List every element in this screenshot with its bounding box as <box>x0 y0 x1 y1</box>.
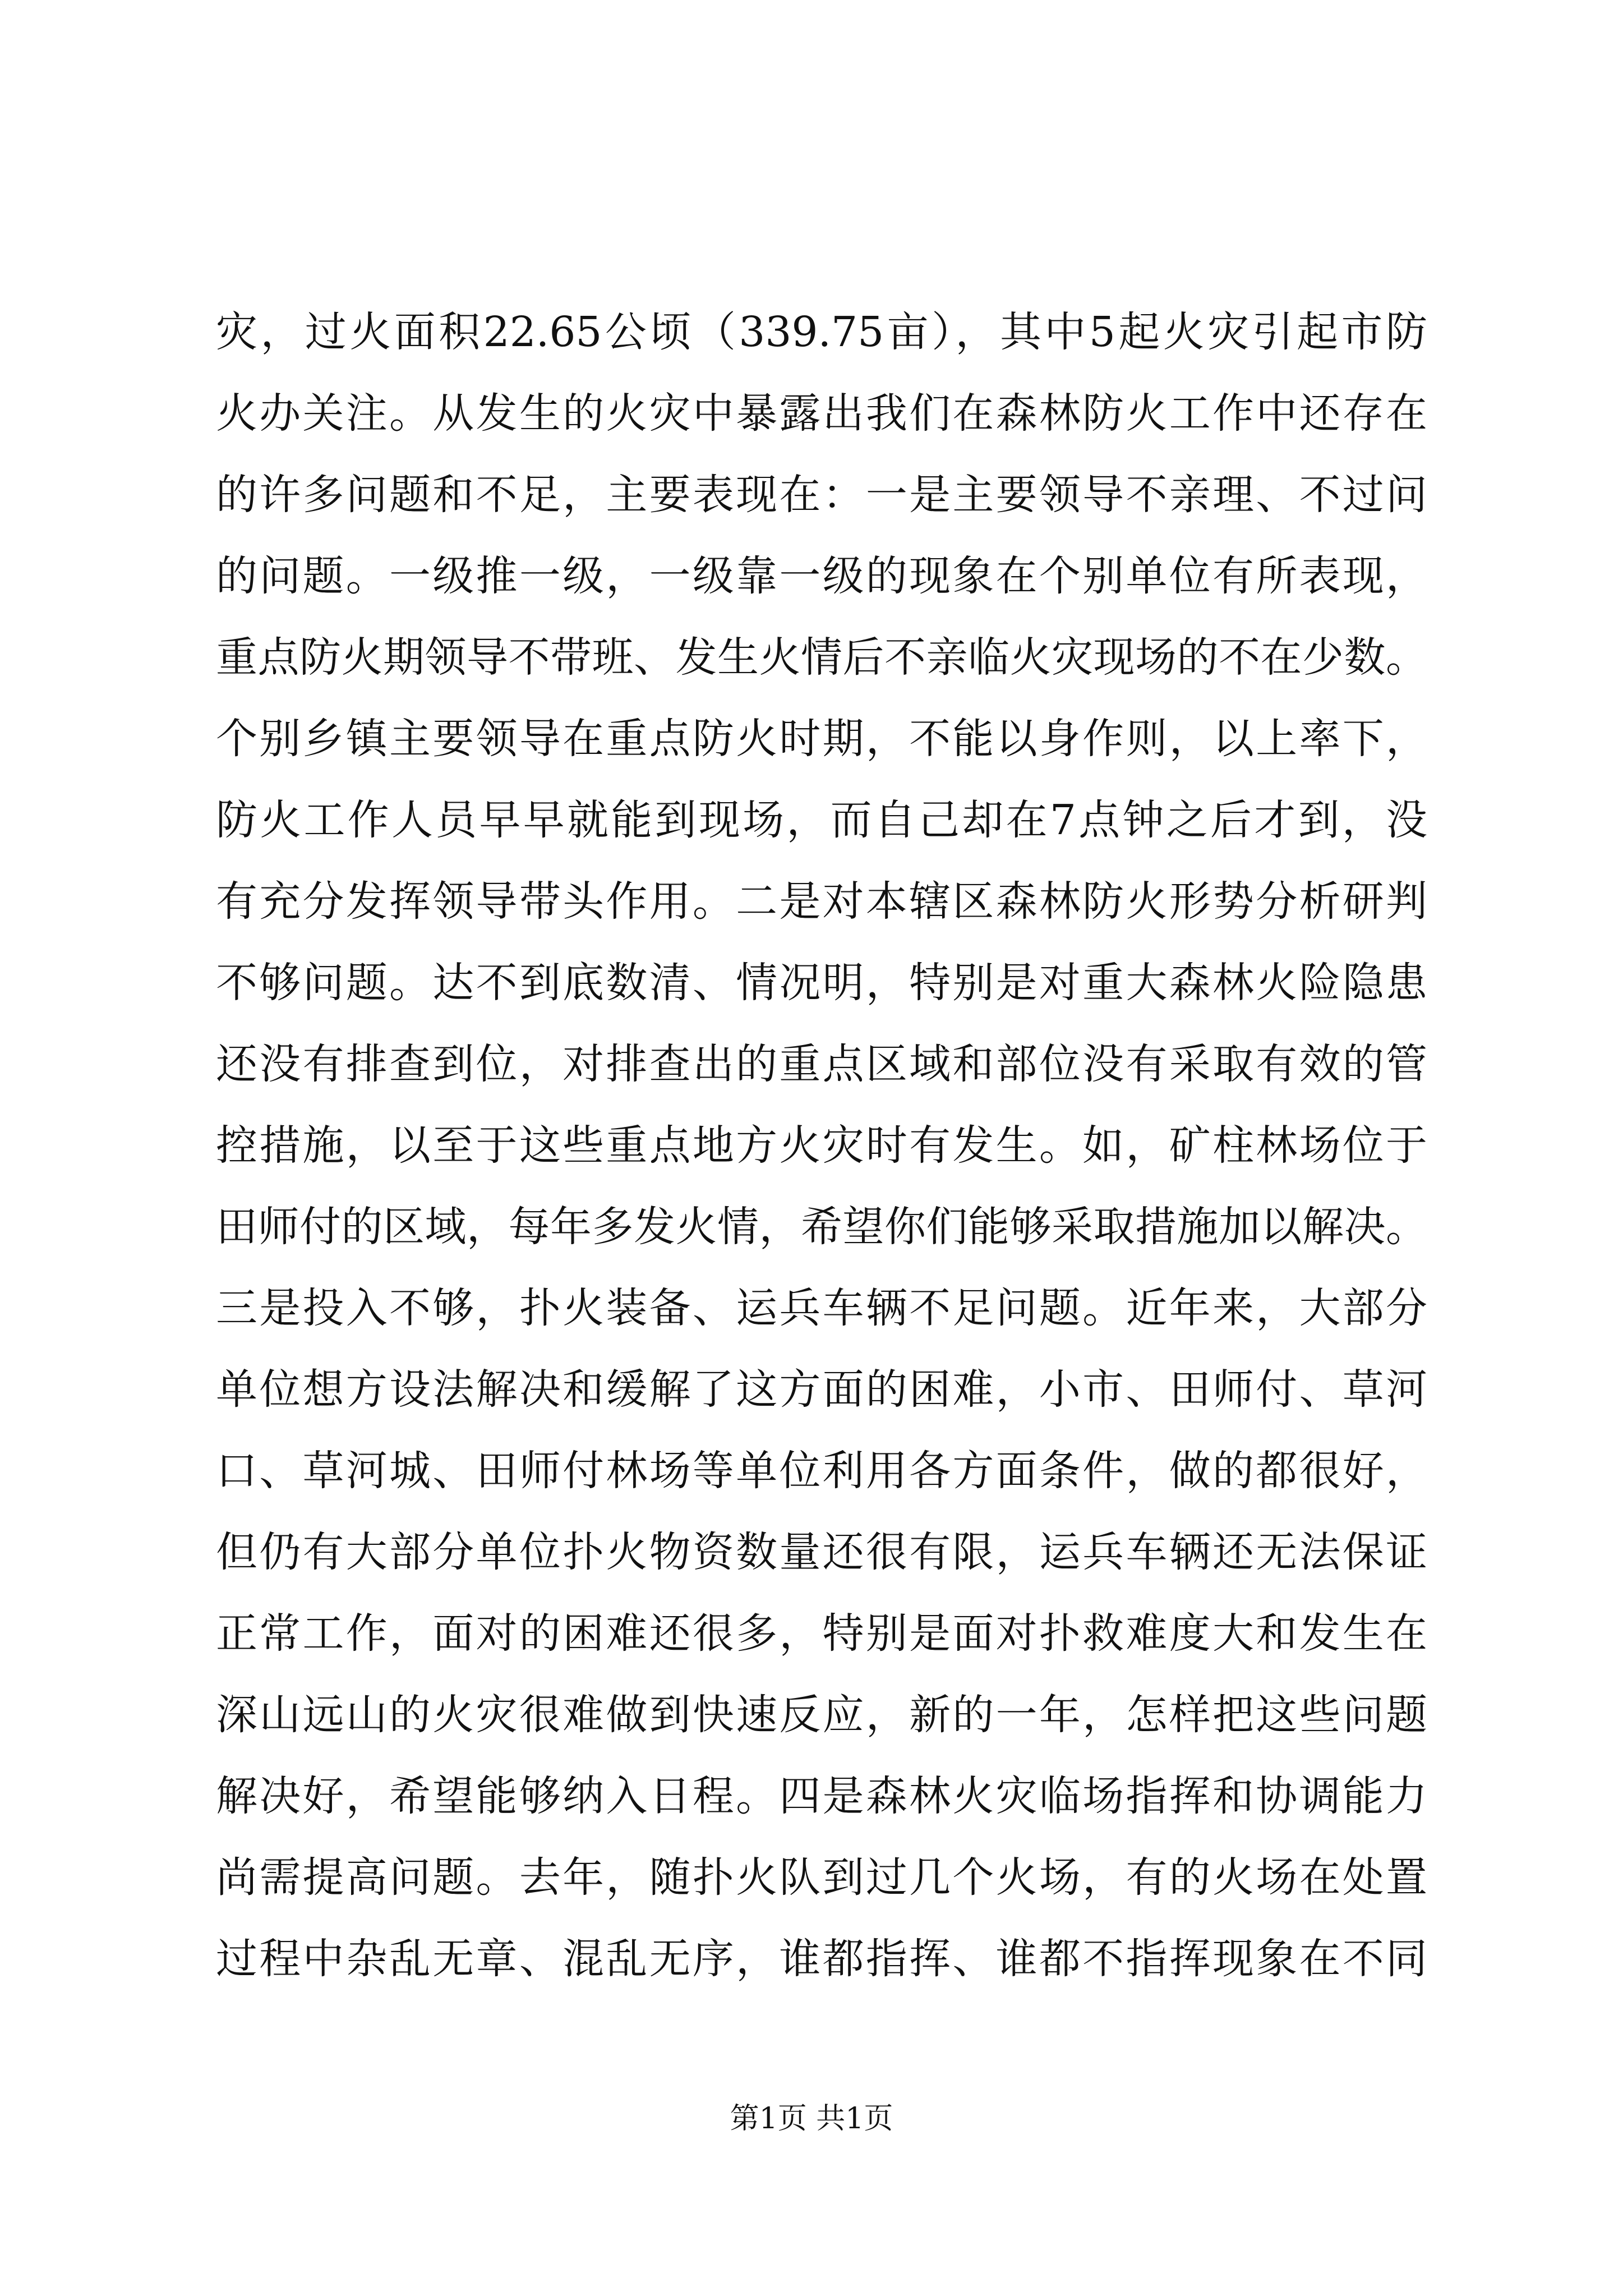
text-line: 过程中杂乱无章、混乱无序，谁都指挥、谁都不指挥现象在不同 <box>216 1935 1427 1983</box>
text-line: 解决好，希望能够纳入日程。四是森林火灾临场指挥和协调能力 <box>216 1772 1427 1820</box>
text-line: 灾，过火面积22.65公顷（339.75亩），其中5起火灾引起市防 <box>216 308 1427 356</box>
text-line: 但仍有大部分单位扑火物资数量还很有限，运兵车辆还无法保证 <box>216 1528 1427 1576</box>
text-line: 有充分发挥领导带头作用。二是对本辖区森林防火形势分析研判 <box>216 877 1427 926</box>
text-line: 的问题。一级推一级，一级靠一级的现象在个别单位有所表现， <box>216 552 1427 600</box>
text-line: 田师付的区域，每年多发火情，希望你们能够采取措施加以解决。 <box>216 1203 1427 1251</box>
text-line: 深山远山的火灾很难做到快速反应，新的一年，怎样把这些问题 <box>216 1691 1427 1739</box>
text-line: 三是投入不够，扑火装备、运兵车辆不足问题。近年来，大部分 <box>216 1284 1427 1332</box>
text-line: 口、草河城、田师付林场等单位利用各方面条件，做的都很好， <box>216 1447 1427 1495</box>
text-line: 不够问题。达不到底数清、情况明，特别是对重大森林火险隐患 <box>216 959 1427 1007</box>
body-text <box>216 292 1427 2000</box>
text-line: 还没有排查到位，对排查出的重点区域和部位没有采取有效的管 <box>216 1040 1427 1088</box>
text-line: 火办关注。从发生的火灾中暴露出我们在森林防火工作中还存在 <box>216 389 1427 438</box>
text-line: 尚需提高问题。去年，随扑火队到过几个火场，有的火场在处置 <box>216 1853 1427 1902</box>
text-line: 防火工作人员早早就能到现场，而自己却在7点钟之后才到，没 <box>216 796 1427 844</box>
text-line: 控措施，以至于这些重点地方火灾时有发生。如，矿柱林场位于 <box>216 1121 1427 1170</box>
text-line: 的许多问题和不足，主要表现在：一是主要领导不亲理、不过问 <box>216 471 1427 519</box>
page-footer <box>0 2099 1623 2138</box>
text-line: 重点防火期领导不带班、发生火情后不亲临火灾现场的不在少数。 <box>216 633 1427 682</box>
text-line: 个别乡镇主要领导在重点防火时期，不能以身作则，以上率下， <box>216 715 1427 763</box>
page-number-label: 第1页 共1页 <box>730 2102 893 2136</box>
text-line: 正常工作，面对的困难还很多，特别是面对扑救难度大和发生在 <box>216 1609 1427 1658</box>
text-line: 单位想方设法解决和缓解了这方面的困难，小市、田师付、草河 <box>216 1365 1427 1414</box>
